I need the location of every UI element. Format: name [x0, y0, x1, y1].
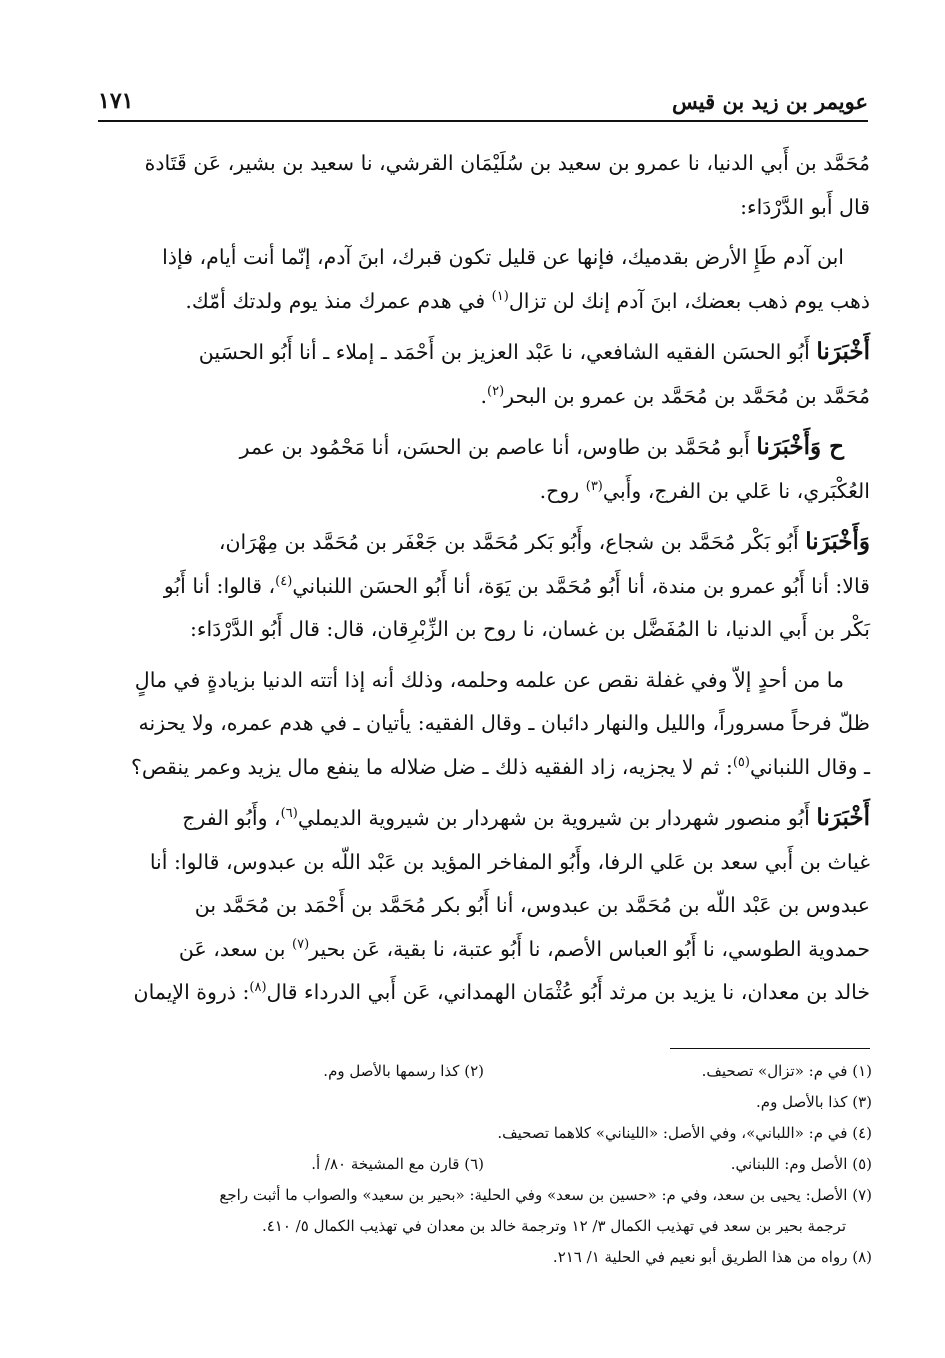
paragraph-4 [96, 425, 870, 513]
footnote-ref[interactable]: (٨) [249, 980, 267, 996]
text-line: خالد بن معدان، نا يزيد بن مرثد أَبُو عُثْمَان الهمداني، عَن أَبي الدرداء قال [266, 980, 870, 1004]
footnote-row [96, 1056, 872, 1087]
text-line: حمدوية الطوسي، نا أَبُو العباس الأصم، نا أَبُو عتبة، نا بقية، عَن بحير [309, 936, 870, 961]
paragraph-2 [96, 236, 870, 323]
footnote-ref[interactable]: (٦) [280, 806, 298, 822]
footnote-7 [96, 1180, 872, 1242]
footnote-3: (٣) كذا بالأصل وم. [756, 1093, 872, 1111]
text-line: في هدم عمرك منذ يوم ولدتك أمّك. [185, 288, 492, 313]
footnote-2: (٢) كذا رسمها بالأصل وم. [323, 1062, 484, 1080]
text-line: بن سعد، عَن [178, 936, 293, 961]
footnote-4: (٤) في م: «اللباني»، وفي الأصل: «الليناني» كلاهما تصحيف. [497, 1124, 872, 1142]
text-line: بَكْر بن أَبي الدنيا، نا المُفَضَّل بن غسان، نا روح بن الزِّبْرِقان، قال: قال أَبُو الدَّرْدَاء: [189, 617, 870, 641]
text-line: أَبُو الحسَن الفقيه الشافعي، نا عَبْد العزيز بن أَحْمَد ـ إملاء ـ أنا أَبُو الحسَين [198, 340, 817, 364]
footnote-6: (٦) قارن مع المشيخة ٨٠/ أ. [311, 1155, 484, 1173]
text-line: ، قالوا: أنا أَبُو [163, 573, 276, 598]
paragraph-5 [96, 520, 870, 652]
keyword-ha: ح [821, 433, 844, 460]
keyword-akhbarana: أَخْبَرَنا [816, 338, 870, 365]
footnote-row [96, 1087, 872, 1118]
text-line: ما من أحدٍ إلاّ وفي غفلة نقص عن علمه وحلمه، وذلك أنه إذا أتته الدنيا بزيادةٍ في مالٍ [134, 667, 844, 692]
text-line: مُحَمَّد بن أَبي الدنيا، نا عمرو بن سعيد بن سُلَيْمَان القرشي، نا سعيد بن بشير، عَن قَتَادة [144, 151, 870, 175]
text-line: العُكْبَري، نا عَلي بن الفرج، وأَبي [602, 478, 870, 503]
keyword-akhbarana: أَخْبَرَنا [816, 804, 870, 831]
footnote-divider [670, 1048, 870, 1049]
main-text [96, 142, 870, 1022]
text-line: أَبُو منصور شهردار بن شيروية بن شهردار بن شيروية الديملي [297, 806, 817, 830]
paragraph-7 [96, 796, 870, 1015]
text-line: أَبُو بَكْر مُحَمَّد بن شجاع، وأَبُو بَكر مُحَمَّد بن جَعْفَر بن مُحَمَّد بن مِهْرَان، [218, 530, 806, 554]
text-line: ذهب يوم ذهب بعضك، ابنَ آدم إنك لن تزال [508, 288, 870, 313]
text-line: أَبو مُحَمَّد بن طاوس، أنا عاصم بن الحسَن، أنا مَحْمُود بن عمر [239, 435, 757, 459]
footnote-ref[interactable]: (٥) [732, 754, 750, 770]
text-line: مُحَمَّد بن مُحَمَّد بن مُحَمَّد بن عمرو بن البحر [504, 383, 870, 408]
paragraph-6 [96, 659, 870, 790]
keyword-wa-akhbarana: وَأَخْبَرَنا [756, 433, 822, 460]
text-line: روح. [539, 478, 586, 503]
text-line: . [480, 383, 488, 408]
text-line: ـ وقال اللنباني [749, 754, 870, 779]
footnotes [96, 1056, 872, 1273]
paragraph-3 [96, 330, 870, 418]
running-title: عويمر بن زيد بن قيس [671, 89, 868, 114]
footnote-row [96, 1149, 872, 1180]
text-line: قالا: أنا أَبُو عمرو بن مندة، أنا أَبُو مُحَمَّد بن يَوَة، أنا أَبُو الحسَن اللنباني [292, 573, 870, 598]
footnote-5: (٥) الأصل وم: اللبناني. [730, 1155, 872, 1173]
footnote-ref[interactable]: (٧) [292, 936, 310, 952]
text-line: عبدوس بن عَبْد اللّه بن مُحَمَّد بن عبدوس، أنا أَبُو بكر مُحَمَّد بن أَحْمَد بن مُحَمَّد بن [194, 893, 870, 917]
footnote-ref[interactable]: (٢) [487, 383, 505, 399]
footnote-row [96, 1180, 872, 1242]
footnote-ref[interactable]: (٣) [585, 478, 603, 494]
text-line: ، وأَبُو الفرج [182, 806, 281, 830]
footnote-row [96, 1242, 872, 1273]
text-line: غياث بن أَبي سعد بن عَلي الرفا، وأَبُو المفاخر المؤيد بن عَبْد اللّه بن عبدوس، قالوا: أنا [149, 849, 870, 874]
footnote-8: (٨) رواه من هذا الطريق أبو نعيم في الحلية ١/ ٢١٦. [552, 1248, 872, 1266]
text-line: ظلّ فرحاً مسروراً، والليل والنهار دائبان ـ وقال الفقيه: يأتيان ـ في هدم عمره، ولا يحزنه [138, 711, 870, 735]
keyword-wa-akhbarana: وَأَخْبَرَنا [805, 528, 870, 555]
footnote-ref[interactable]: (٤) [275, 573, 293, 589]
paragraph-1 [96, 142, 870, 229]
text-line: قال أَبو الدَّرْدَاء: [740, 194, 870, 219]
text-line: : ثم لا يجزيه، زاد الفقيه ذلك ـ ضل ضلاله ما ينفع مال يزيد وعمر ينقص؟ [130, 754, 733, 779]
footnote-7-line-1: (٧) الأصل: يحيى بن سعد، وفي م: «حسين بن سعد» وفي الحلية: «بحير بن سعيد» والصواب ما أثبت راجع [219, 1186, 872, 1204]
page-header [98, 78, 868, 122]
text-line: ابن آدم طَإِ الأرض بقدميك، فإنها عن قليل تكون قبرك، ابنَ آدم، إنّما أنت أيام، فإذا [162, 245, 844, 269]
footnote-7-line-2: ترجمة بحير بن سعد في تهذيب الكمال ٣/ ١٢ وترجمة خالد بن معدان في تهذيب الكمال ٥/ ٤١٠. [261, 1217, 846, 1235]
footnote-ref[interactable]: (١) [491, 288, 509, 304]
page-number: ١٧١ [98, 88, 134, 114]
footnote-row [96, 1118, 872, 1149]
text-line: : ذروة الإيمان [133, 980, 250, 1004]
footnote-1: (١) في م: «تزال» تصحيف. [701, 1062, 872, 1080]
